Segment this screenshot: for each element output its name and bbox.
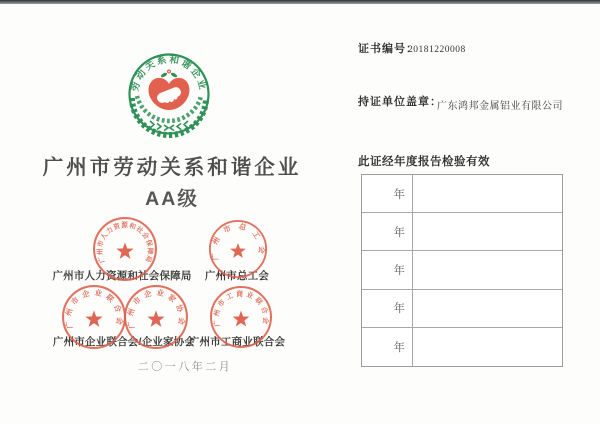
org-label-commerce-federation: 广州市工商业联合会: [188, 336, 286, 348]
org-label-trade-union: 广州市总工会: [204, 270, 270, 282]
seal-commerce-federation-icon: [209, 285, 273, 349]
annual-verification-table: [361, 174, 563, 367]
certificate-no-value: 20181220008: [408, 45, 466, 55]
verification-cell: [413, 328, 562, 366]
validity-note: 此证经年度报告检验有效: [358, 156, 490, 168]
seal-star-icon: [147, 310, 164, 326]
seal-trade-union-icon: [208, 219, 268, 279]
certificate-no-label: 证书编号：: [358, 43, 418, 55]
seal-star-icon: [116, 242, 133, 258]
holder-stamp-label: 持证单位盖章：: [358, 96, 442, 108]
svg-text:广州市总工会: 广州市总工会: [209, 221, 267, 261]
verification-cell: [413, 290, 562, 328]
verification-cell: [413, 175, 562, 213]
seal-star-icon: [233, 311, 250, 327]
seal-enterprise-federation-icon: [61, 284, 127, 350]
svg-text:广州市企业联合会: 广州市企业联合会: [63, 287, 125, 330]
verification-cell: [413, 213, 562, 251]
org-label-enterprise-federation: 广州市企业联合会/企业家协会: [52, 336, 196, 348]
company-name: 广东鸿邦金属铝业有限公司: [437, 101, 563, 112]
year-cell: 年: [362, 175, 413, 213]
year-cell: 年: [362, 251, 413, 289]
emblem-ring-text: 劳动关系和谐企业: [129, 54, 209, 93]
issue-date: 二〇一八年二月: [137, 361, 233, 373]
seal-entrepreneur-association-icon: [123, 284, 189, 350]
svg-text:广州市工商业联合会: 广州市工商业联合会: [213, 290, 269, 328]
scan-edge: [0, 0, 600, 4]
year-cell: 年: [362, 290, 413, 328]
seal-star-icon: [230, 243, 246, 258]
certificate-grade: AA级: [145, 188, 199, 210]
certificate-title: 广州市劳动关系和谐企业: [42, 156, 302, 179]
year-cell: 年: [362, 213, 413, 251]
svg-text:广州市人力资源和社会保障局: 广州市人力资源和社会保障局: [96, 222, 154, 264]
emblem-apple: [149, 70, 190, 111]
harmony-emblem-icon: [127, 52, 211, 140]
year-cell: 年: [362, 328, 413, 366]
svg-text:广州市企业家协会: 广州市企业家协会: [125, 287, 187, 330]
verification-cell: [413, 251, 562, 289]
org-label-hr-bureau: 广州市人力资源和社会保障局: [52, 270, 192, 282]
seal-hr-bureau-icon: [92, 216, 158, 282]
seal-star-icon: [85, 310, 102, 326]
